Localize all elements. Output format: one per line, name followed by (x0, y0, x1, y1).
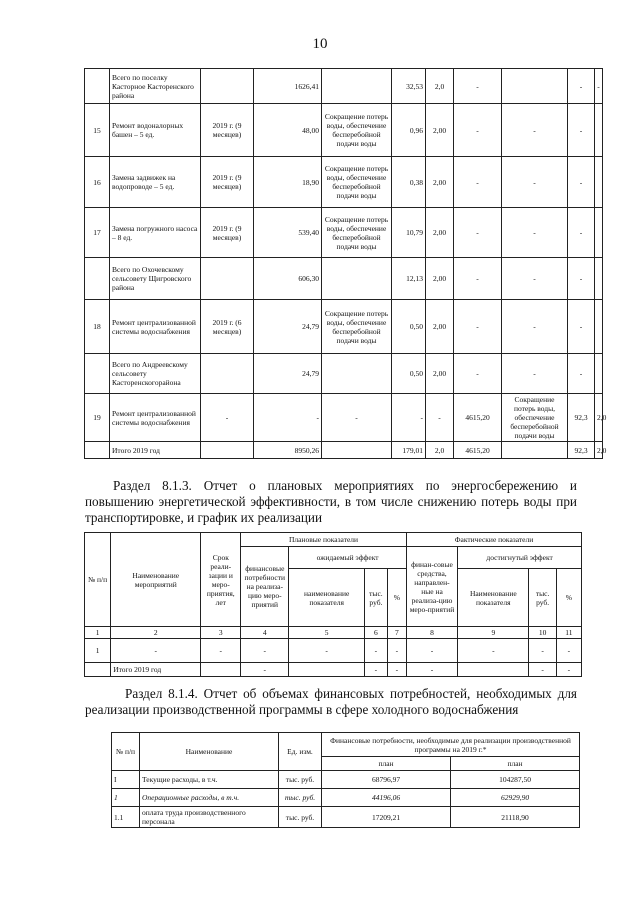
cell-pct: 2,00 (426, 354, 454, 394)
cell: - (387, 639, 406, 663)
cell-fin: 606,30 (254, 258, 322, 300)
colnum: 4 (241, 627, 289, 639)
indicator-name-header-2: Наименование показателя (458, 569, 529, 627)
cell-val: - (392, 394, 426, 442)
col-unit-header: Ед. изм. (279, 733, 322, 771)
section-8-1-4-heading: Раздел 8.1.4. Отчет об объемах финансовых потребностей, необходимых для реализации производственной программы в сфере холодного водоснабжения (85, 686, 577, 717)
cell-name: Ремонт водоналорных башен – 5 ед. (110, 104, 201, 157)
cell-val: 32,53 (392, 69, 426, 104)
energy-saving-table (84, 532, 582, 677)
cell-name: Всего по Охочевскому сельсовету Щигровского района (110, 258, 201, 300)
cell-num: 17 (85, 208, 110, 258)
cell-c9 (502, 442, 568, 459)
cell: - (406, 663, 457, 677)
achieved-effect-header: достигнутый эффект (458, 547, 582, 569)
cell-pct: 2,00 (426, 104, 454, 157)
cell-name: Всего по поселку Касторное Касторенского района (110, 69, 201, 104)
cell-fin: 48,00 (254, 104, 322, 157)
cell-c8: - (454, 258, 502, 300)
cell: - (556, 663, 581, 677)
cell-c11: - (568, 258, 595, 300)
cell (85, 663, 111, 677)
cell-fin: 8950,26 (254, 442, 322, 459)
cell-effect: Сокращение потерь воды, обеспечение бесперебойной подачи воды (322, 157, 392, 208)
cell (458, 663, 529, 677)
cell-c9: - (502, 104, 568, 157)
cell-num: 15 (85, 104, 110, 157)
col-name-header: Наименование (140, 733, 279, 771)
cell-pct: 2,00 (426, 208, 454, 258)
cell-unit: тыс. руб. (279, 807, 322, 828)
cell-v1: 44196,06 (322, 789, 451, 807)
cell-name: Замена задвижек на водопроводе – 5 ед. (110, 157, 201, 208)
cell-num: 1.1 (112, 807, 140, 828)
table-row (85, 354, 603, 394)
cell-name: Ремонт централизованной системы водоснабжения (110, 394, 201, 442)
cell-c8: 4615,20 (454, 442, 502, 459)
cell: - (111, 639, 201, 663)
cell-c11: - (568, 354, 595, 394)
cell-pct: 2,00 (426, 300, 454, 354)
cell-term: 2019 г. (9 месяцев) (201, 208, 254, 258)
cell-term: 2019 г. (9 месяцев) (201, 104, 254, 157)
cell-c12: - (595, 69, 603, 104)
cell-effect (322, 69, 392, 104)
table-row (85, 394, 603, 442)
cell-c11: - (568, 104, 595, 157)
cell-c9: - (502, 354, 568, 394)
cell: - (556, 639, 581, 663)
cell-pct: 2,00 (426, 157, 454, 208)
cell-c12 (595, 258, 603, 300)
thousand-rub-header: тыс. руб. (364, 569, 387, 627)
cell-num: 19 (85, 394, 110, 442)
cell-c11: - (568, 69, 595, 104)
cell-v1: 17209,21 (322, 807, 451, 828)
cell-c9 (502, 69, 568, 104)
cell-c11: - (568, 208, 595, 258)
cell-c8: - (454, 354, 502, 394)
cell-val: 0,50 (392, 354, 426, 394)
cell-num (85, 442, 110, 459)
cell-pct: 2,00 (426, 258, 454, 300)
table-row (85, 639, 582, 663)
cell-fin: - (254, 394, 322, 442)
cell-num (85, 354, 110, 394)
cell-c8: - (454, 157, 502, 208)
cell-pct: 2,0 (426, 442, 454, 459)
financial-needs-table (111, 732, 580, 828)
cell-term (201, 354, 254, 394)
fin-needs-header: Финансовые потребности, необходимые для реализации производственной программы на 2019 г.* (322, 733, 580, 757)
cell: - (406, 639, 457, 663)
cell-c12: 2,0 (595, 394, 603, 442)
fin-means-header: финан-совые средства, направлен-ные на реализа-цию меро-приятий (406, 547, 457, 627)
cell-c8: - (454, 208, 502, 258)
cell-c12 (595, 104, 603, 157)
cell-fin: 18,90 (254, 157, 322, 208)
cell-term (201, 442, 254, 459)
cell-name: Операционные расходы, в т.ч. (140, 789, 279, 807)
plan-header-2: план (451, 757, 580, 771)
cell-effect (322, 354, 392, 394)
page-number: 10 (312, 36, 328, 52)
cell-num (85, 258, 110, 300)
cell-c12: 2,0 (595, 442, 603, 459)
cell-name: Замена погружного насоса – 8 ед. (110, 208, 201, 258)
expected-effect-header: ожидаемый эффект (289, 547, 406, 569)
column-numbers-row (85, 627, 582, 639)
colnum: 3 (201, 627, 241, 639)
cell: - (364, 639, 387, 663)
cell-val: 10,79 (392, 208, 426, 258)
table-row (112, 789, 580, 807)
cell-fin: 24,79 (254, 300, 322, 354)
cell: - (289, 639, 364, 663)
cell-v1: 68796,97 (322, 771, 451, 789)
cell (201, 663, 241, 677)
cell: - (458, 639, 529, 663)
cell-num (85, 69, 110, 104)
cell-c11: - (568, 300, 595, 354)
plan-indicators-header: Плановые показатели (241, 533, 407, 547)
table-row (112, 807, 580, 828)
cell-name: Всего по Андреевскому сельсовету Касторенскогорайона (110, 354, 201, 394)
cell-num: 1 (112, 789, 140, 807)
cell-num: I (112, 771, 140, 789)
cell: - (241, 639, 289, 663)
section-8-1-3-heading: Раздел 8.1.3. Отчет о плановых мероприятиях по энергосбережению и повышению энергетической эффективности, в том числе снижению потерь воды при транспортировке, и график их реализации (85, 478, 577, 525)
total-label: Итого 2019 год (111, 663, 201, 677)
thousand-rub-header-2: тыс. руб. (529, 569, 556, 627)
cell-effect: Сокращение потерь воды, обеспечение бесперебойной подачи воды (322, 104, 392, 157)
cell-effect (322, 442, 392, 459)
cell-pct: 2,0 (426, 69, 454, 104)
cell-pct: - (426, 394, 454, 442)
cell-c9: - (502, 208, 568, 258)
cell: - (364, 663, 387, 677)
cell-c9: - (502, 258, 568, 300)
colnum: 11 (556, 627, 581, 639)
cell-c8: 4615,20 (454, 394, 502, 442)
col-num-header: № п/п (112, 733, 140, 771)
percent-header-2: % (556, 569, 581, 627)
cell: - (387, 663, 406, 677)
col-name-header: Наименование мероприятий (111, 533, 201, 627)
cell-effect: Сокращение потерь воды, обеспечение бесперебойной подачи воды (322, 300, 392, 354)
cell-fin: 24,79 (254, 354, 322, 394)
cell-num: 16 (85, 157, 110, 208)
cell-name: Ремонт централизованной системы водоснабжения (110, 300, 201, 354)
cell-c8: - (454, 300, 502, 354)
cell-c11: 92,3 (568, 394, 595, 442)
cell: - (529, 663, 556, 677)
cell-c9: - (502, 157, 568, 208)
cell-c8: - (454, 69, 502, 104)
colnum: 8 (406, 627, 457, 639)
cell: 1 (85, 639, 111, 663)
percent-header: % (387, 569, 406, 627)
cell-c9: Сокращение потерь воды, обеспечение бесперебойной подачи воды (502, 394, 568, 442)
cell (289, 663, 364, 677)
colnum: 5 (289, 627, 364, 639)
total-row (85, 663, 582, 677)
colnum: 2 (111, 627, 201, 639)
cell-val: 12,13 (392, 258, 426, 300)
table-row (85, 208, 603, 258)
cell: - (529, 639, 556, 663)
colnum: 6 (364, 627, 387, 639)
cell-fin: 1626,41 (254, 69, 322, 104)
colnum: 10 (529, 627, 556, 639)
cell-c11: - (568, 157, 595, 208)
cell-num: 18 (85, 300, 110, 354)
cell-term (201, 69, 254, 104)
cell-v2: 21118,90 (451, 807, 580, 828)
cell-effect: - (322, 394, 392, 442)
table-row (85, 157, 603, 208)
cell-term: 2019 г. (6 месяцев) (201, 300, 254, 354)
cell-effect (322, 258, 392, 300)
table-row (85, 104, 603, 157)
cell-term (201, 258, 254, 300)
cell-unit: тыс. руб. (279, 771, 322, 789)
cell: - (201, 639, 241, 663)
cell-fin: 539,40 (254, 208, 322, 258)
colnum: 1 (85, 627, 111, 639)
table-row (112, 771, 580, 789)
fact-indicators-header: Фактические показатели (406, 533, 581, 547)
table-row (85, 69, 603, 104)
indicator-name-header: наименование показателя (289, 569, 364, 627)
colnum: 7 (387, 627, 406, 639)
cell-val: 0,96 (392, 104, 426, 157)
cell-v2: 62929,90 (451, 789, 580, 807)
cell-name: Итого 2019 год (110, 442, 201, 459)
cell: - (241, 663, 289, 677)
cell-term: 2019 г. (9 месяцев) (201, 157, 254, 208)
cell-name: оплата труда производственного персонала (140, 807, 279, 828)
cell-c9: - (502, 300, 568, 354)
cell-c11: 92,3 (568, 442, 595, 459)
cell-c12 (595, 208, 603, 258)
colnum: 9 (458, 627, 529, 639)
cell-unit: тыс. руб. (279, 789, 322, 807)
total-row (85, 442, 603, 459)
col-num-header: № п/п (85, 533, 111, 627)
measures-table-continued (84, 68, 607, 459)
plan-header-1: план (322, 757, 451, 771)
cell-c12 (595, 300, 603, 354)
cell-c8: - (454, 104, 502, 157)
cell-v2: 104287,50 (451, 771, 580, 789)
cell-c12 (595, 354, 603, 394)
cell-c12 (595, 157, 603, 208)
cell-term: - (201, 394, 254, 442)
table-row (85, 258, 603, 300)
col-term-header: Срок реали-зации и меро-приятия, лет (201, 533, 241, 627)
fin-needs-header: финансовые потребности на реализа-цию меро-приятий (241, 547, 289, 627)
cell-val: 0,38 (392, 157, 426, 208)
table-row (85, 300, 603, 354)
cell-name: Текущие расходы, в т.ч. (140, 771, 279, 789)
cell-val: 0,50 (392, 300, 426, 354)
cell-val: 179,01 (392, 442, 426, 459)
cell-effect: Сокращение потерь воды, обеспечение бесперебойной подачи воды (322, 208, 392, 258)
